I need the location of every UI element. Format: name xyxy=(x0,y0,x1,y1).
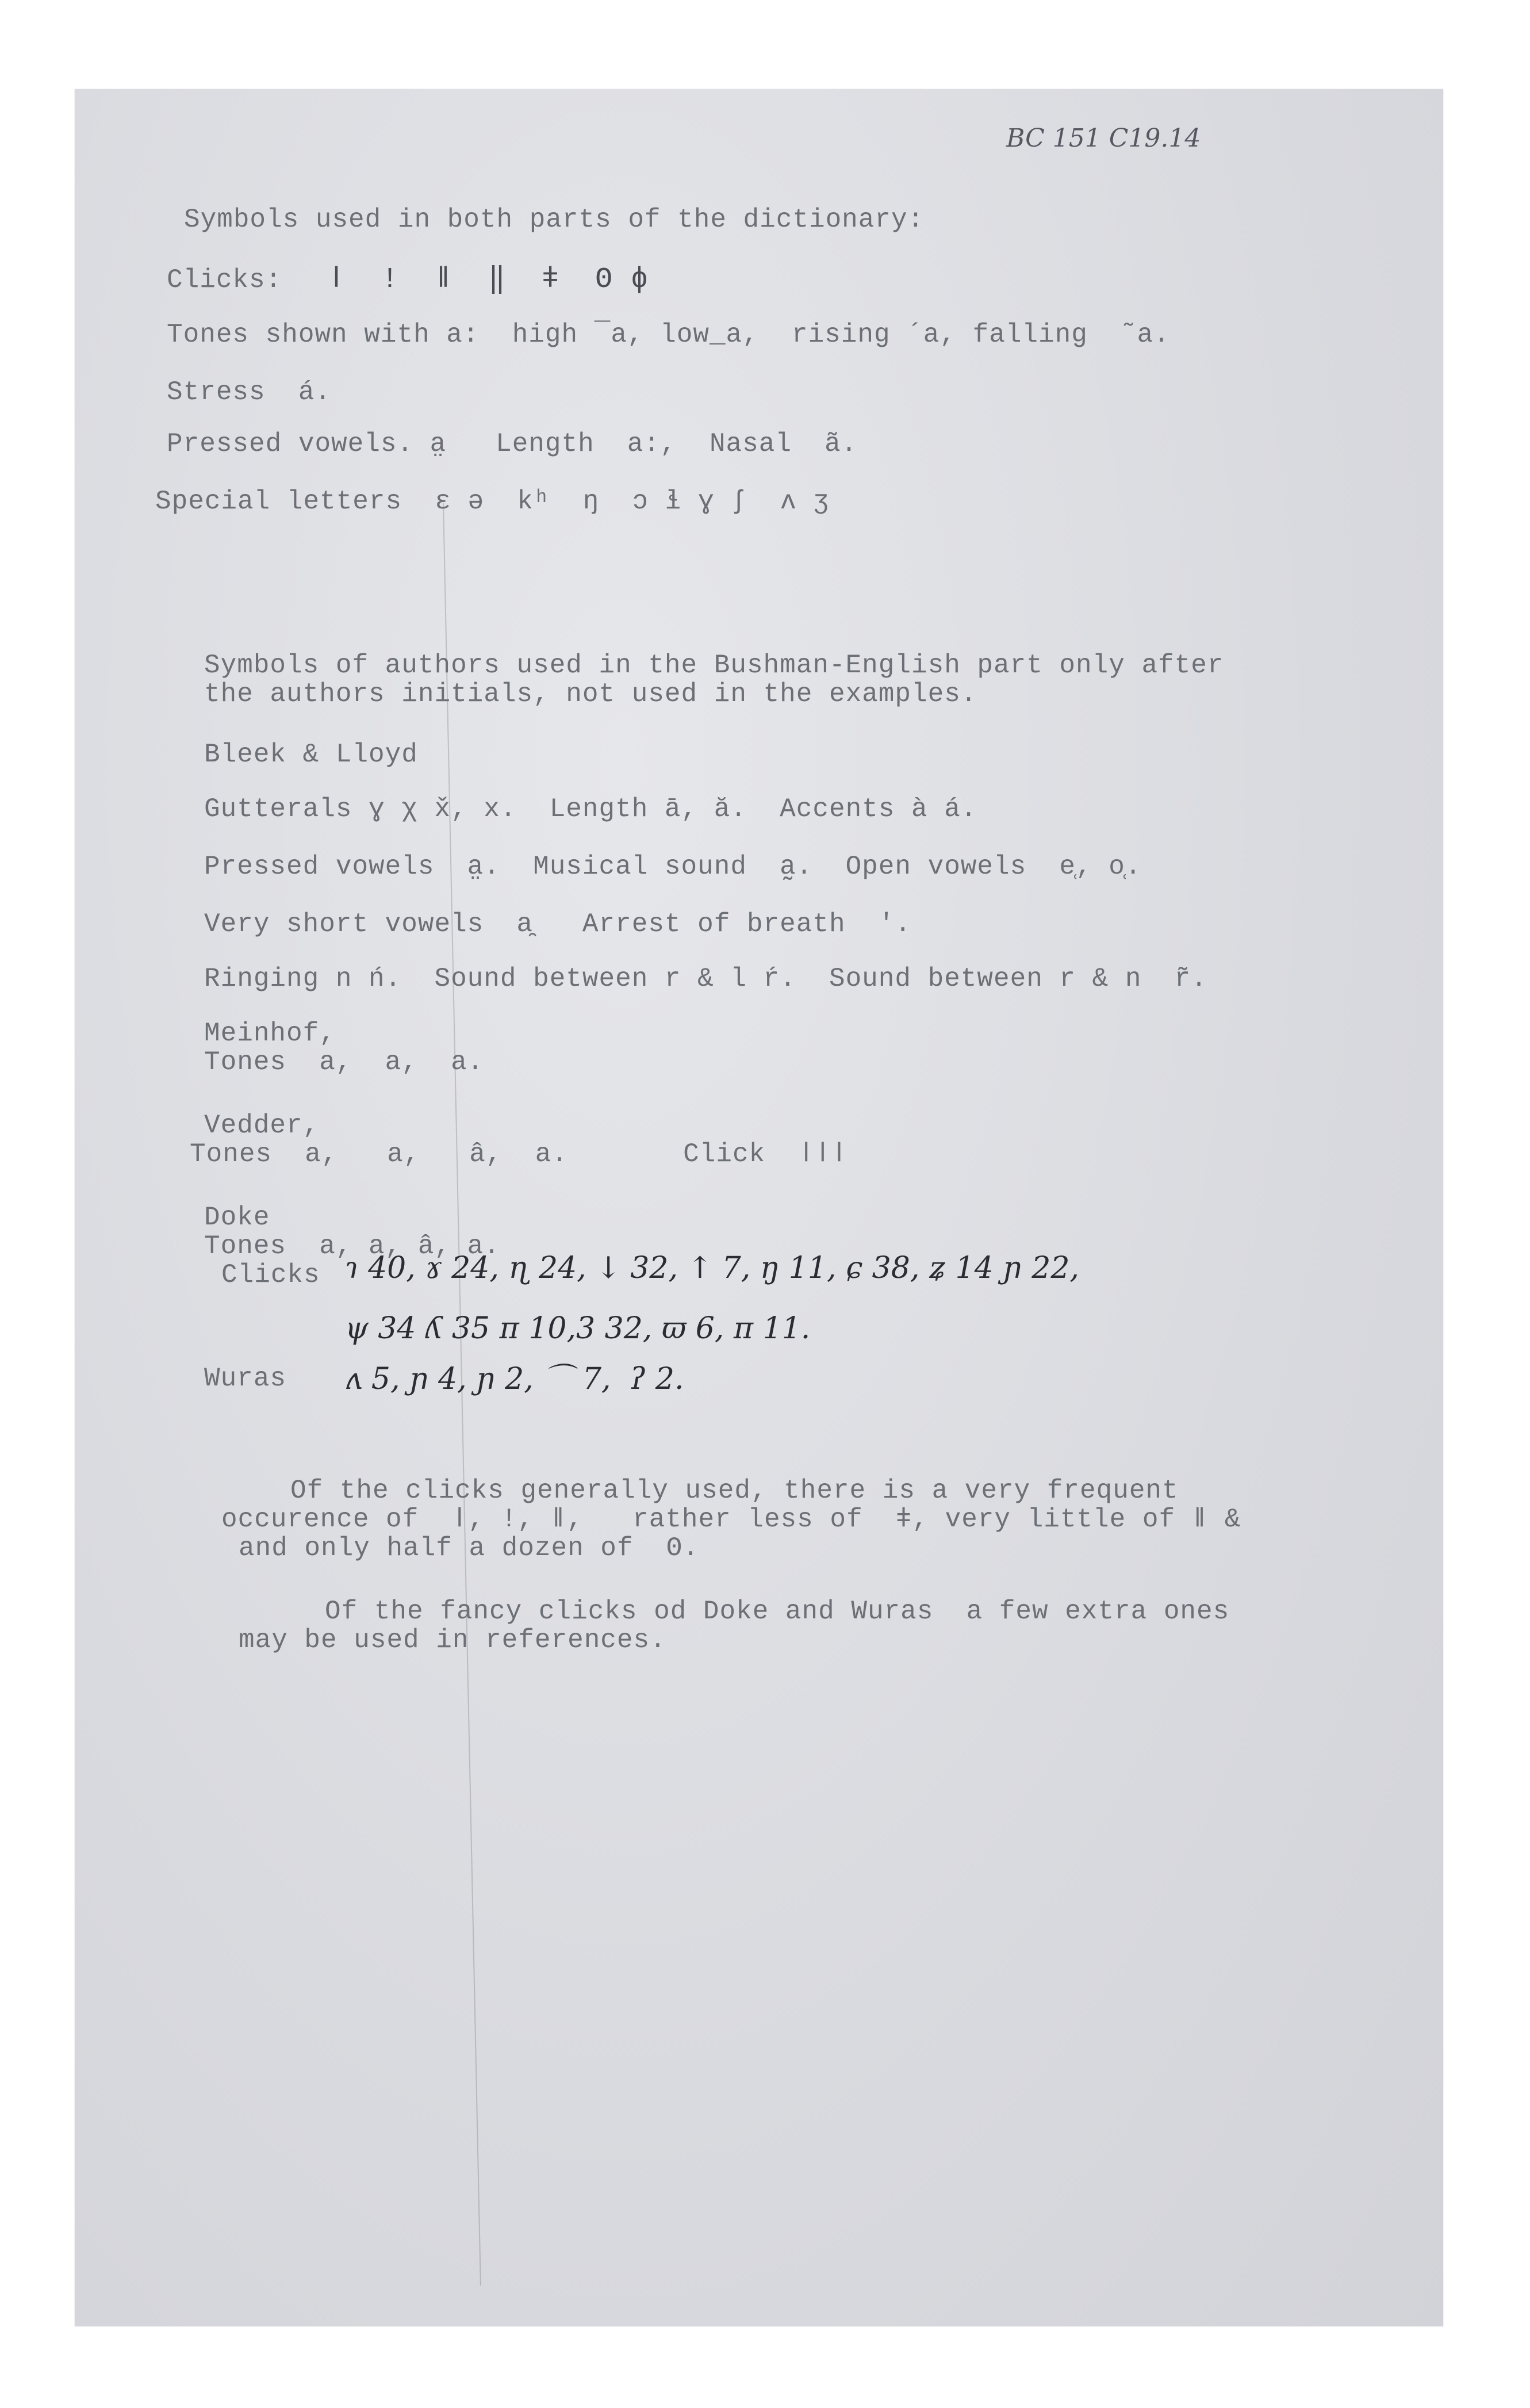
pressed-musical-open-line: Pressed vowels a̤. Musical sound a̰. Open vowels e̜, o̜. xyxy=(204,852,1142,882)
section1-heading: Symbols used in both parts of the dictionary: xyxy=(184,205,925,235)
vedder-label: Vedder, xyxy=(204,1111,320,1140)
doke-clicks-line1: ɿ 40, ɤ 24, ɳ 24, ↓ 32, ↑ 7, ŋ 11, ɕ 38, ʑ 14 ɲ 22, xyxy=(345,1251,1079,1285)
para1-line2: occurence of ǀ, ǃ, ǁ, rather less of ǂ, very little of ǁ & xyxy=(221,1504,1241,1534)
wuras-symbols: ʌ 5, ɲ 4, ɲ 2, ⌒ 7, ʔ 2. xyxy=(345,1362,684,1396)
section2-heading-line1: Symbols of authors used in the Bushman-English part only after xyxy=(204,650,1224,680)
special-letters-line: Special letters ɛ ə kʰ ŋ ɔ ɬ ɣ ʃ ʌ ʒ xyxy=(155,487,830,516)
doke-clicks-line2: ψ 34 ʎ 35 π 10,3 32, ϖ 6, π 11. xyxy=(345,1311,811,1346)
tones-line: Tones shown with a: high ¯a, low_a, rising ´a, falling ˜a. xyxy=(167,320,1170,350)
wuras-label: Wuras xyxy=(204,1364,287,1393)
meinhof-label: Meinhof, xyxy=(204,1019,336,1048)
doke-label: Doke xyxy=(204,1203,270,1232)
gutterals-line: Gutterals ɣ χ x̌, x. Length ā, ă. Accents à á. xyxy=(204,794,977,824)
archive-reference: BC 151 C19.14 xyxy=(1006,124,1201,153)
para1-line3: and only half a dozen of ʘ. xyxy=(239,1533,699,1563)
para2-line1: Of the fancy clicks od Doke and Wuras a few extra ones xyxy=(325,1597,1230,1626)
bleek-lloyd-label: Bleek & Lloyd xyxy=(204,740,418,770)
doke-tones: Tones a, a, â, a. xyxy=(204,1231,500,1261)
para1-line1: Of the clicks generally used, there is a very frequent xyxy=(290,1476,1179,1506)
document-page xyxy=(75,89,1443,2326)
section2-heading-line2: the authors initials, not used in the examples. xyxy=(204,679,977,709)
very-short-vowels-line: Very short vowels a̯ Arrest of breath '. xyxy=(204,909,911,939)
stress-line: Stress á. xyxy=(167,377,332,407)
para2-line2: may be used in references. xyxy=(239,1625,666,1655)
meinhof-tones: Tones a, a, a. xyxy=(204,1047,484,1077)
doke-clicks-label: Clicks xyxy=(221,1260,320,1290)
pressed-length-nasal-line: Pressed vowels. a̤ Length a:, Nasal ã. xyxy=(167,429,858,459)
vedder-tones: Tones a, a, â, a. Click ǀǀǀ xyxy=(190,1139,848,1169)
clicks-symbols: ǀ ǃ ǁ ‖ ǂ ʘ ɸ xyxy=(328,263,649,296)
ringing-line: Ringing n ń. Sound between r & l ŕ. Sound between r & n r̃. xyxy=(204,964,1207,994)
clicks-label: Clicks: xyxy=(167,265,282,295)
